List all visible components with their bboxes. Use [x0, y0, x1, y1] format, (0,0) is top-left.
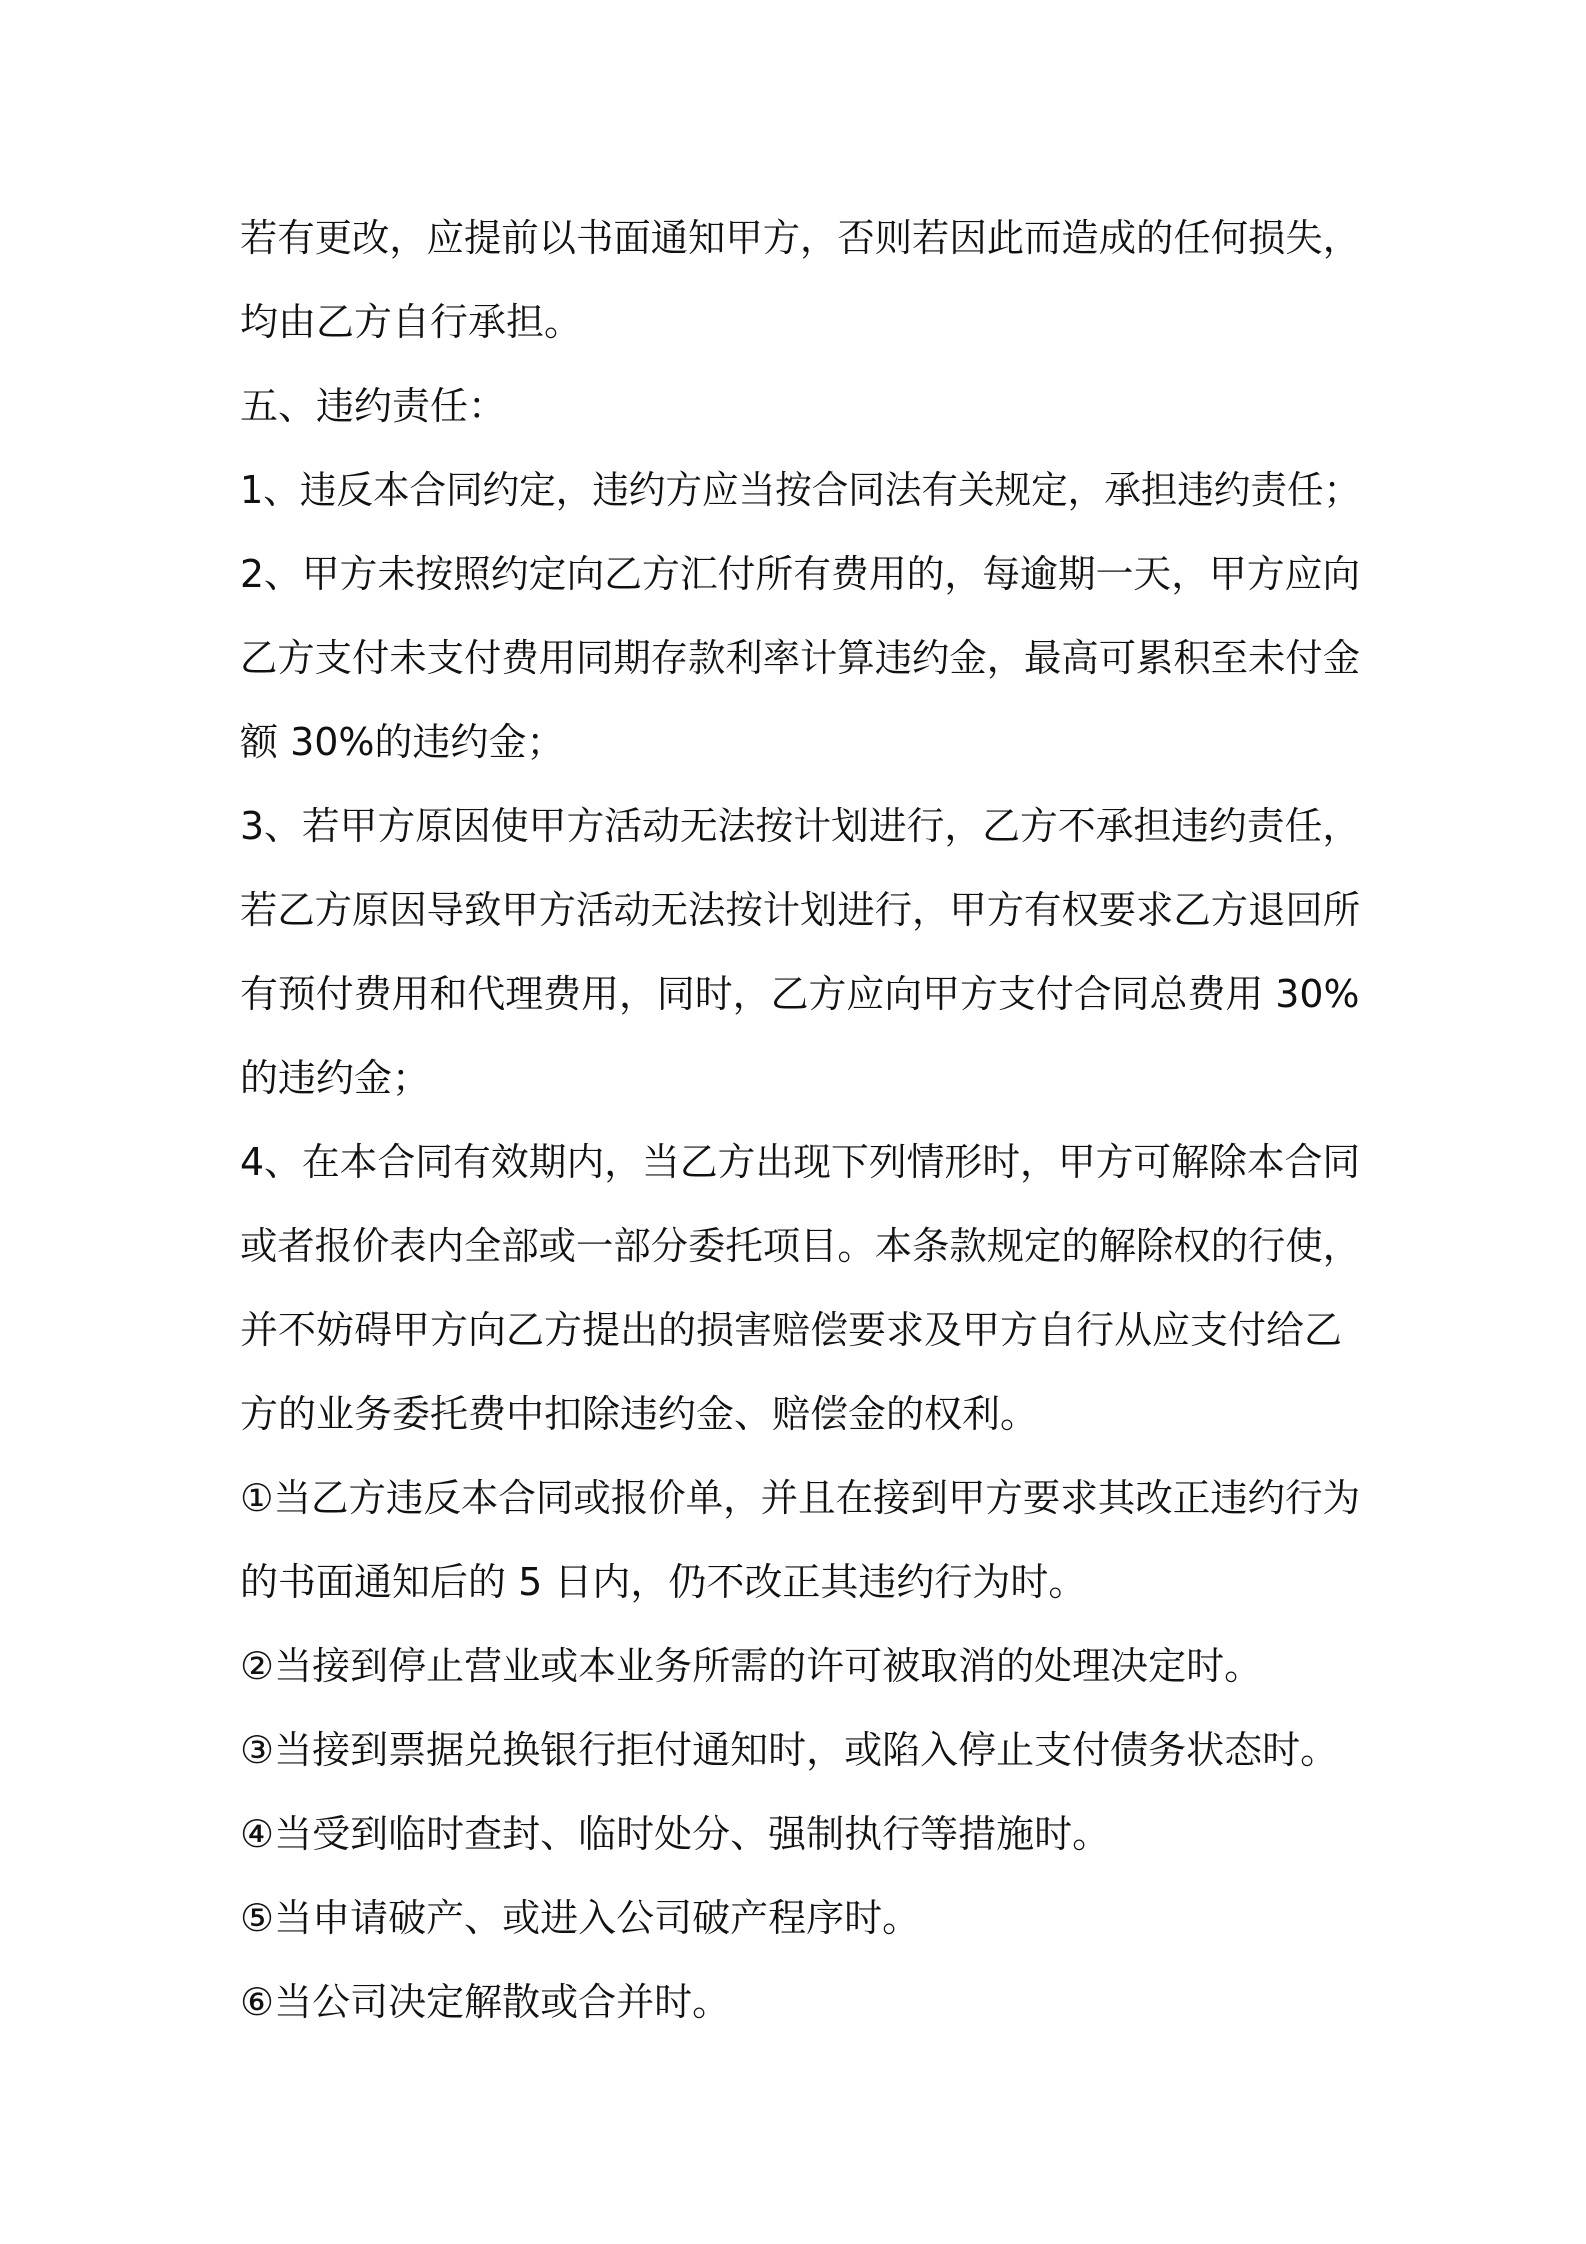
text-line: 若有更改，应提前以书面通知甲方，否则若因此而造成的任何损失， [240, 216, 1361, 260]
text-line: 的书面通知后的 5 日内，仍不改正其违约行为时。 [240, 1560, 1087, 1604]
document-body [240, 196, 1360, 2044]
sub-item-1: ①当乙方违反本合同或报价单，并且在接到甲方要求其改正违约行为 [240, 1476, 1361, 1520]
sub-item-5: ⑤当申请破产、或进入公司破产程序时。 [240, 1896, 921, 1940]
sub-item-6: ⑥当公司决定解散或合并时。 [240, 1980, 731, 2024]
sub-item-4: ④当受到临时查封、临时处分、强制执行等措施时。 [240, 1812, 1111, 1856]
text-line: 并不妨碍甲方向乙方提出的损害赔偿要求及甲方自行从应支付给乙 [240, 1308, 1343, 1352]
text-line: 的违约金； [240, 1056, 431, 1100]
sub-item-3: ③当接到票据兑换银行拒付通知时，或陷入停止支付债务状态时。 [240, 1728, 1339, 1772]
clause-4: 4、在本合同有效期内，当乙方出现下列情形时，甲方可解除本合同 [240, 1140, 1361, 1184]
text-line: 有预付费用和代理费用，同时，乙方应向甲方支付合同总费用 30% [240, 972, 1360, 1016]
clause-3: 3、若甲方原因使甲方活动无法按计划进行，乙方不承担违约责任， [240, 804, 1361, 848]
text-line: 若乙方原因导致甲方活动无法按计划进行，甲方有权要求乙方退回所 [240, 888, 1361, 932]
text-line: 额 30%的违约金； [240, 720, 565, 764]
section-heading: 五、违约责任： [240, 384, 507, 428]
text-line: 乙方支付未支付费用同期存款利率计算违约金，最高可累积至未付金 [240, 636, 1361, 680]
clause-1: 1、违反本合同约定，违约方应当按合同法有关规定，承担违约责任； [240, 468, 1361, 512]
text-line: 均由乙方自行承担。 [240, 300, 583, 344]
sub-item-2: ②当接到停止营业或本业务所需的许可被取消的处理决定时。 [240, 1644, 1263, 1688]
clause-2: 2、甲方未按照约定向乙方汇付所有费用的，每逾期一天，甲方应向 [240, 552, 1361, 596]
text-line: 方的业务委托费中扣除违约金、赔偿金的权利。 [240, 1392, 1039, 1436]
text-line: 或者报价表内全部或一部分委托项目。本条款规定的解除权的行使， [240, 1224, 1361, 1268]
